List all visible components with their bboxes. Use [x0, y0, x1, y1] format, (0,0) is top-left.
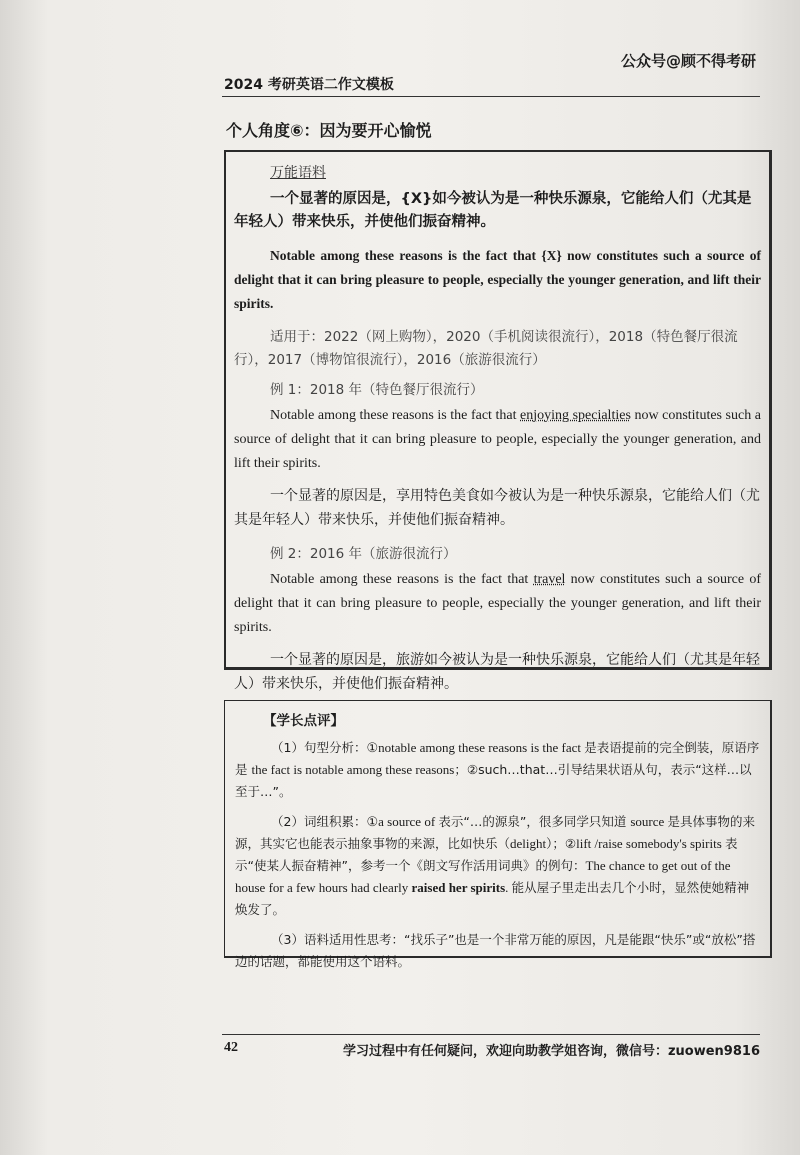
book-title: 2024 考研英语二作文模板	[224, 77, 394, 93]
example1-en-pre: Notable among these reasons is the fact that	[270, 408, 521, 423]
note2-i: The chance to get out of the house for a few hours had clearly	[235, 858, 731, 895]
note2-e: delight	[510, 836, 547, 851]
note2-k: .	[505, 880, 512, 895]
example1-en-post: now constitutes such a source of delight that it can bring pleasure to people, especially the younger generation, and lift their spirits.	[234, 408, 761, 471]
example2-zh: 一个显著的原因是，旅游如今被认为是一种快乐源泉，它能给人们（尤其是年轻人）带来快乐，并使他们振奋精神。	[234, 652, 760, 692]
section-title: 个人角度⑥：因为要开心愉悦	[226, 121, 432, 140]
review-note-2	[235, 811, 760, 921]
note2-b: 表示“…的源泉”，很多同学只知道	[438, 814, 631, 829]
example1-keyword: enjoying specialties	[520, 408, 631, 423]
template-subheading: 万能语料	[270, 165, 326, 181]
review-note-3	[235, 929, 760, 973]
note3-label: （3）语料适用性思考：	[271, 932, 404, 947]
page-number: 42	[224, 1040, 238, 1055]
footer-divider	[222, 1034, 760, 1035]
note2-h: 表示“使某人振奋精神”，参考一个《朗文写作活用词典》的例句：	[235, 836, 738, 873]
note2-d: 是具体事物的来源，其实它也能表示抽象事物的来源，比如快乐（	[235, 814, 756, 851]
example1-heading: 例 1：2018 年（特色餐厅很流行）	[270, 382, 484, 398]
note2-label: （2）词组积累：	[271, 814, 367, 829]
example2-heading: 例 2：2016 年（旅游很流行）	[270, 546, 457, 562]
template-box	[224, 150, 772, 692]
note1-d: ；②such…that…引导结果状语从句，表示“这样…以至于…”。	[235, 762, 752, 799]
note2-j: raised her spirits	[411, 880, 506, 895]
note3-text: “找乐子”也是一个非常万能的原因，凡是能跟“快乐”或“放松”搭边的话题，都能使用这个语料。	[235, 932, 756, 969]
review-heading: 【学长点评】	[263, 713, 344, 729]
note2-c: source	[630, 814, 668, 829]
header-divider	[222, 96, 760, 97]
note2-a: ①a source of	[366, 814, 439, 829]
example2-en-pre: Notable among these reasons is the fact that	[270, 572, 534, 587]
en-template: Notable among these reasons is the fact that {X} now constitutes such a source of delight that it can bring pleasure to people, especially the younger generation, and lift their spirits.	[234, 248, 761, 311]
review-box	[224, 700, 772, 969]
applies-to: 适用于：2022（网上购物），2020（手机阅读很流行），2018（特色餐厅很流行），2017（博物馆很流行），2016（旅游很流行）	[234, 329, 738, 368]
note2-l: 能从屋子里走出去几个小时，显然使她精神焕发了。	[235, 880, 750, 917]
example1-zh: 一个显著的原因是，享用特色美食如今被认为是一种快乐源泉，它能给人们（尤其是年轻人）带来快乐，并使他们振奋精神。	[234, 488, 760, 528]
note1-b: 是表语提前的完全倒装，原语序是	[235, 740, 760, 777]
example2-en	[234, 568, 761, 640]
contact-note: 学习过程中有任何疑问，欢迎向助教学姐咨询，微信号：zuowen9816	[342, 1044, 760, 1059]
note1-c: the fact is notable among these reasons	[251, 762, 455, 777]
wechat-account-label: 公众号@顾不得考研	[620, 52, 756, 70]
note1-label: （1）句型分析：	[271, 740, 367, 755]
review-note-1	[235, 737, 760, 803]
example2-keyword: travel	[533, 572, 566, 587]
example1-en	[234, 404, 761, 476]
zh-template: 一个显著的原因是，{X}如今被认为是一种快乐源泉，它能给人们（尤其是年轻人）带来快乐，并使他们振奋精神。	[234, 191, 752, 230]
note2-f: ）；②	[546, 836, 577, 851]
note2-g: lift /raise somebody's spirits	[576, 836, 726, 851]
example2-en-post: now constitutes such a source of delight that it can bring pleasure to people, especially the younger generation, and lift their spirits.	[234, 572, 761, 635]
note1-a: ①notable among these reasons is the fact	[366, 740, 585, 755]
